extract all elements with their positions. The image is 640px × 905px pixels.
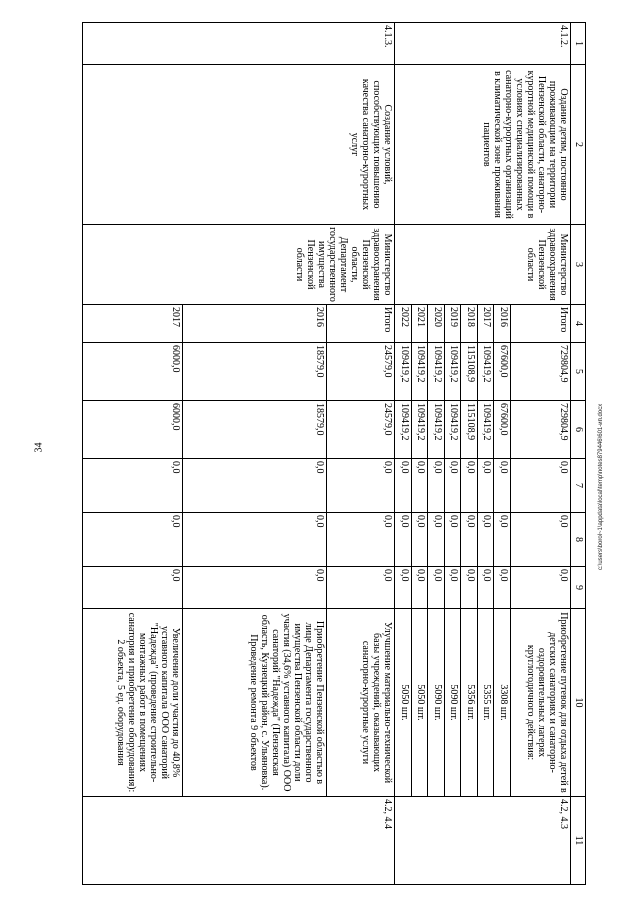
value-cell: 0,0 [83, 459, 183, 513]
year-cell: 2022 [395, 305, 412, 343]
value-cell: 0,0 [511, 459, 571, 513]
year-cell: 2021 [411, 305, 428, 343]
quantity-cell: 3308 шт. [494, 609, 511, 797]
value-cell: 0,0 [494, 567, 511, 609]
value-cell: 0,0 [183, 567, 327, 609]
value-cell: 0,0 [183, 513, 327, 567]
value-cell: 0,0 [83, 567, 183, 609]
value-cell: 0,0 [428, 459, 445, 513]
measure-id: 4.1.3. [83, 23, 395, 65]
quantity-cell: 5090 шт. [444, 609, 461, 797]
value-cell: 109419,2 [428, 343, 445, 401]
value-cell: 109419,2 [477, 343, 494, 401]
value-cell: 115108,9 [461, 401, 478, 459]
value-cell: 109419,2 [395, 401, 412, 459]
value-cell: 0,0 [395, 567, 412, 609]
value-cell: 0,0 [395, 459, 412, 513]
value-cell: 0,0 [395, 513, 412, 567]
value-cell: 0,0 [511, 513, 571, 567]
value-cell: 18579,0 [183, 401, 327, 459]
value-cell: 0,0 [411, 513, 428, 567]
value-cell: 0,0 [477, 459, 494, 513]
col-header-3: 3 [571, 225, 586, 305]
value-cell: 109419,2 [411, 401, 428, 459]
col-header-1: 1 [571, 23, 586, 65]
year-cell: 2017 [477, 305, 494, 343]
col-header-9: 9 [571, 567, 586, 609]
quantity-cell: 5355 шт. [477, 609, 494, 797]
value-cell: 0,0 [494, 513, 511, 567]
page-number: 34 [33, 442, 45, 453]
result-cell: Приобретение Пензенской областью в лице Департамента государственного имущества Пензенской области доли участия (34,6% уставного капитала) ООО санаторий "Надежда" (Пензенская область, Кузнецкий район, с. Ульяновка). Проведение ремонта 9 объектов [183, 609, 327, 797]
value-cell: 729804,9 [511, 343, 571, 401]
result-cell: Приобретение путевок для отдыха детей в детских санаториях и санаторно-оздоровительных лагерях круглогодичного действия: [511, 609, 571, 797]
executor-ministry: Министерство здравоохранения Пензенской области, [349, 228, 393, 301]
col-header-10: 10 [571, 609, 586, 797]
year-cell: 2018 [461, 305, 478, 343]
value-cell: 0,0 [461, 459, 478, 513]
value-cell: 0,0 [428, 567, 445, 609]
quantity-cell: 5050 шт. [411, 609, 428, 797]
year-cell: 2016 [494, 305, 511, 343]
measure-executor [83, 225, 395, 305]
value-cell: 67600,0 [494, 343, 511, 401]
result-cell: Улучшение материально-технической базы учреждений, оказывающих санаторно-курортные услуги [327, 609, 395, 797]
program-measures-table [82, 22, 586, 885]
value-cell: 115108,9 [461, 343, 478, 401]
year-cell: Итого [511, 305, 571, 343]
measure-name: Оздание детям, постоянно проживающим на территории Пензенской области, санаторно-курортной медицинской помощи в условиях специализированных санаторно-курортных организаций в климатической зоне проживания пациентов [395, 65, 571, 225]
footer-file-path: c:\users\borol~1\appdata\local\temp\notes879446\601-ип.docx [598, 403, 604, 570]
value-cell: 67600,0 [494, 401, 511, 459]
value-cell: 6000,0 [83, 343, 183, 401]
value-cell: 0,0 [477, 513, 494, 567]
value-cell: 0,0 [411, 567, 428, 609]
value-cell: 6000,0 [83, 401, 183, 459]
value-cell: 0,0 [444, 567, 461, 609]
value-cell: 0,0 [494, 459, 511, 513]
table-row [511, 23, 571, 885]
value-cell: 0,0 [461, 567, 478, 609]
quantity-cell: 5356 шт. [461, 609, 478, 797]
value-cell: 109419,2 [428, 401, 445, 459]
col-header-11: 11 [571, 797, 586, 885]
value-cell: 109419,2 [444, 401, 461, 459]
value-cell: 109419,2 [411, 343, 428, 401]
value-cell: 729804,9 [511, 401, 571, 459]
quantity-cell: 5050 шт. [395, 609, 412, 797]
year-cell: 2017 [83, 305, 183, 343]
col-header-2: 2 [571, 65, 586, 225]
col-header-4: 4 [571, 305, 586, 343]
value-cell: 0,0 [428, 513, 445, 567]
value-cell: 0,0 [477, 567, 494, 609]
value-cell: 24579,0 [327, 343, 395, 401]
col-header-6: 6 [571, 401, 586, 459]
reference-cell: 4.2, 4.4 [83, 797, 395, 885]
value-cell: 0,0 [444, 513, 461, 567]
value-cell: 0,0 [183, 459, 327, 513]
result-cell: Увеличение доли участия до 40,8% уставного капитала ООО санаторий "Надежда" (проведение строительно-монтажных работ в помещениях санатория и приобретение оборудования): 2 объекта, 5 ед. оборудования [83, 609, 183, 797]
measure-id: 4.1.2. [395, 23, 571, 65]
value-cell: 24579,0 [327, 401, 395, 459]
value-cell: 109419,2 [395, 343, 412, 401]
measure-executor: Министерство здравоохранения Пензенской области [395, 225, 571, 305]
value-cell: 0,0 [327, 513, 395, 567]
executor-department: Департамент государственного имущества Пензенской области [294, 227, 349, 302]
rotated-table-page [82, 22, 586, 884]
table-row [327, 23, 395, 885]
year-cell: 2016 [183, 305, 327, 343]
value-cell: 0,0 [511, 567, 571, 609]
value-cell: 0,0 [461, 513, 478, 567]
value-cell: 0,0 [411, 459, 428, 513]
value-cell: 109419,2 [444, 343, 461, 401]
value-cell: 0,0 [444, 459, 461, 513]
column-number-row [571, 23, 586, 885]
value-cell: 0,0 [327, 567, 395, 609]
value-cell: 0,0 [83, 513, 183, 567]
col-header-8: 8 [571, 513, 586, 567]
value-cell: 0,0 [327, 459, 395, 513]
year-cell: Итого [327, 305, 395, 343]
year-cell: 2019 [444, 305, 461, 343]
col-header-7: 7 [571, 459, 586, 513]
value-cell: 109419,2 [477, 401, 494, 459]
value-cell: 18579,0 [183, 343, 327, 401]
measure-name: Создание условий, способствующих повышению качества санаторно-курортных услуг [83, 65, 395, 225]
quantity-cell: 5090 шт. [428, 609, 445, 797]
reference-cell: 4.2, 4.3 [395, 797, 571, 885]
col-header-5: 5 [571, 343, 586, 401]
year-cell: 2020 [428, 305, 445, 343]
